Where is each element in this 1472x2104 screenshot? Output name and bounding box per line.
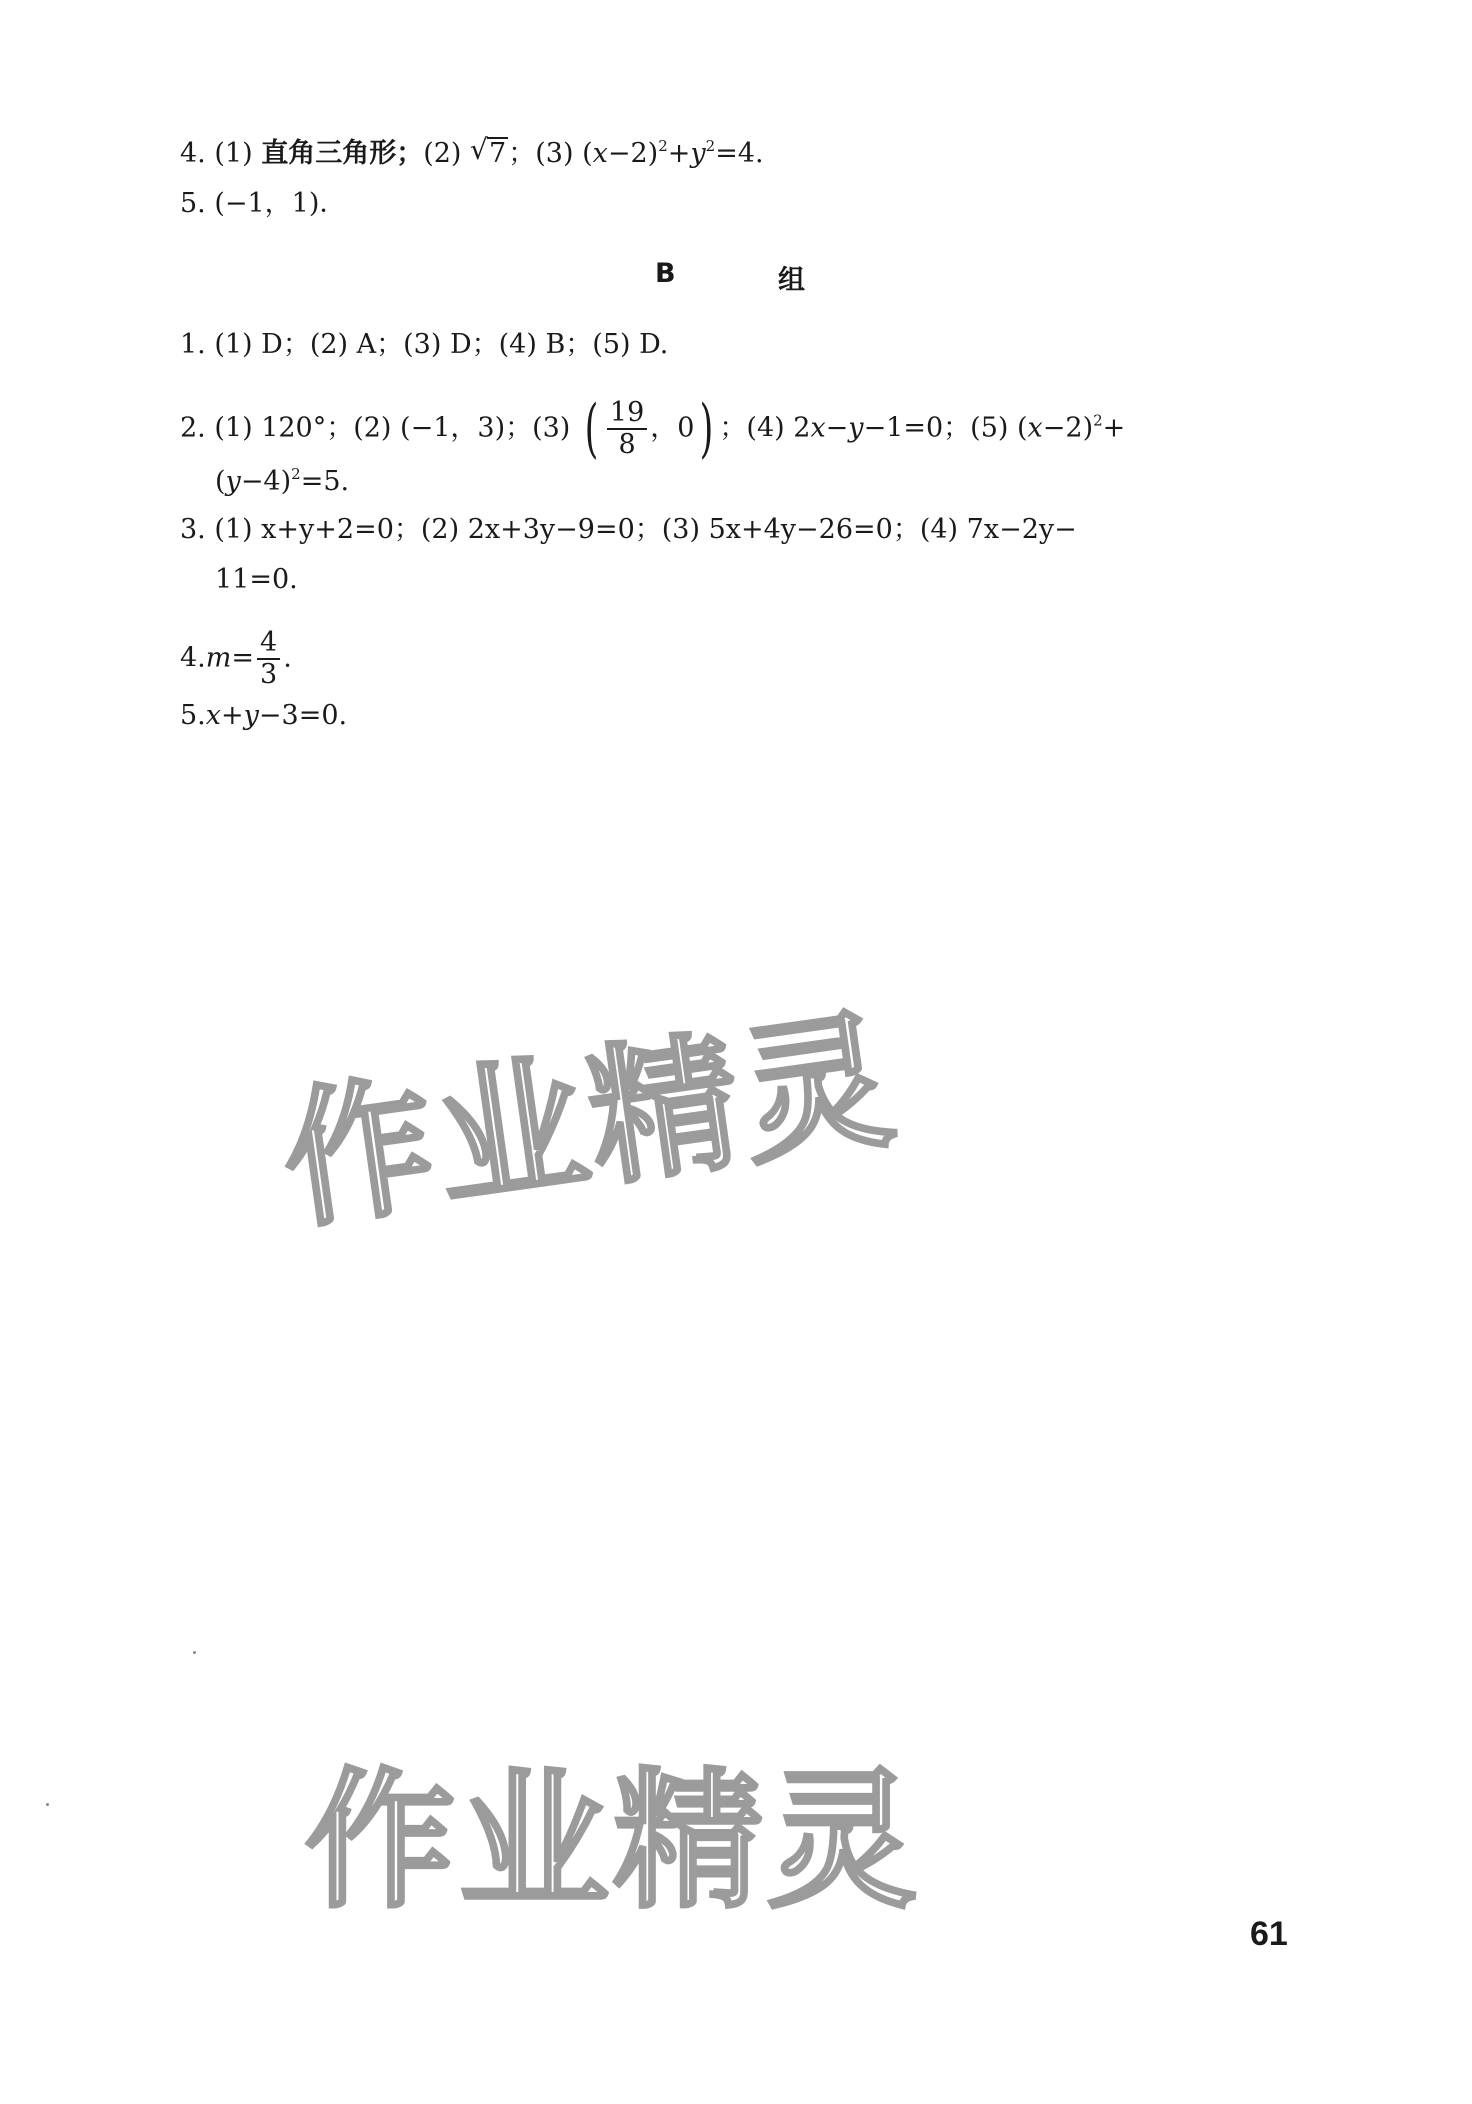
denominator: 8: [618, 429, 636, 460]
math-var: x: [592, 138, 608, 169]
math-text: ；(4) 2: [719, 412, 811, 444]
answer-a-4: [180, 134, 764, 174]
radical-sign-icon: √: [470, 133, 488, 166]
math-text: (: [582, 138, 593, 169]
math-var: y: [848, 412, 864, 444]
right-paren-icon: ): [700, 392, 714, 466]
math-var: y: [243, 700, 259, 731]
math-var: y: [225, 466, 241, 497]
fraction: [257, 628, 280, 690]
math-text: −2): [1042, 412, 1094, 444]
answer-b-4: [180, 628, 292, 690]
math-text: −: [825, 412, 849, 444]
answer-b-3: 3. (1) x+y+2=0；(2) 2x+3y−9=0；(3) 5x+4y−26=0；(4) 7x−2y−: [180, 514, 1077, 545]
answer-b-5: [180, 696, 347, 736]
math-text: ，0: [650, 412, 695, 444]
math-var: x: [205, 700, 221, 731]
math-text: =4.: [715, 138, 764, 169]
denominator: 3: [260, 659, 278, 690]
answer-b-2: [180, 392, 1126, 466]
watermark-logo: 作业精灵: [272, 992, 908, 1251]
numerator: 4: [257, 628, 280, 660]
heading-word: 组: [778, 265, 805, 296]
math-text: .: [283, 642, 292, 674]
math-text: −3=0.: [258, 700, 348, 731]
answer-a-5: 5. (−1，1)．: [180, 188, 347, 219]
watermark-logo: 作业精灵: [305, 1755, 922, 1929]
math-var: m: [205, 642, 232, 674]
item-number: 2.: [180, 412, 206, 444]
exponent: 2: [1093, 411, 1103, 430]
math-text: (1) 120°；(2) (−1，3)；(3): [214, 412, 571, 444]
math-text: −1=0；(5) (: [863, 412, 1028, 444]
scan-speck: [193, 1651, 196, 1654]
answer-text: 直角三角形；: [261, 138, 424, 169]
math-text: −2): [607, 138, 659, 169]
math-var: x: [810, 412, 826, 444]
answer-b-2-cont: [215, 462, 349, 502]
exponent: 2: [291, 465, 301, 483]
left-paren-icon: (: [584, 392, 599, 466]
math-text: =5.: [300, 466, 350, 497]
page-number: 61: [1250, 1915, 1288, 1953]
item-number: 4.: [180, 642, 206, 674]
sqrt-expression: [470, 134, 508, 174]
math-text: +: [1102, 412, 1126, 444]
part-label: (1): [214, 138, 253, 169]
answer-b-1: 1. (1) D；(2) A；(3) D；(4) B；(5) D.: [180, 329, 669, 360]
answer-b-3-cont: 11=0.: [215, 564, 298, 595]
radicand: 7: [489, 138, 507, 169]
math-text: −4): [240, 466, 292, 497]
exponent: 2: [705, 137, 716, 155]
part-label: (3): [535, 138, 574, 169]
item-number: 5.: [180, 700, 206, 731]
exponent: 2: [658, 137, 668, 155]
section-heading: [655, 258, 805, 297]
scan-speck: [46, 1803, 49, 1806]
math-text: (: [215, 466, 226, 497]
separator: ；: [508, 138, 536, 169]
part-label: (2): [423, 138, 462, 169]
math-text: =: [231, 642, 254, 674]
math-var: x: [1027, 412, 1043, 444]
item-number: 4.: [180, 138, 206, 169]
fraction: [607, 398, 647, 460]
math-text: +: [667, 138, 691, 169]
heading-letter: B: [655, 258, 676, 289]
math-var: y: [690, 138, 706, 169]
numerator: 19: [607, 398, 647, 430]
math-text: +: [221, 700, 244, 731]
